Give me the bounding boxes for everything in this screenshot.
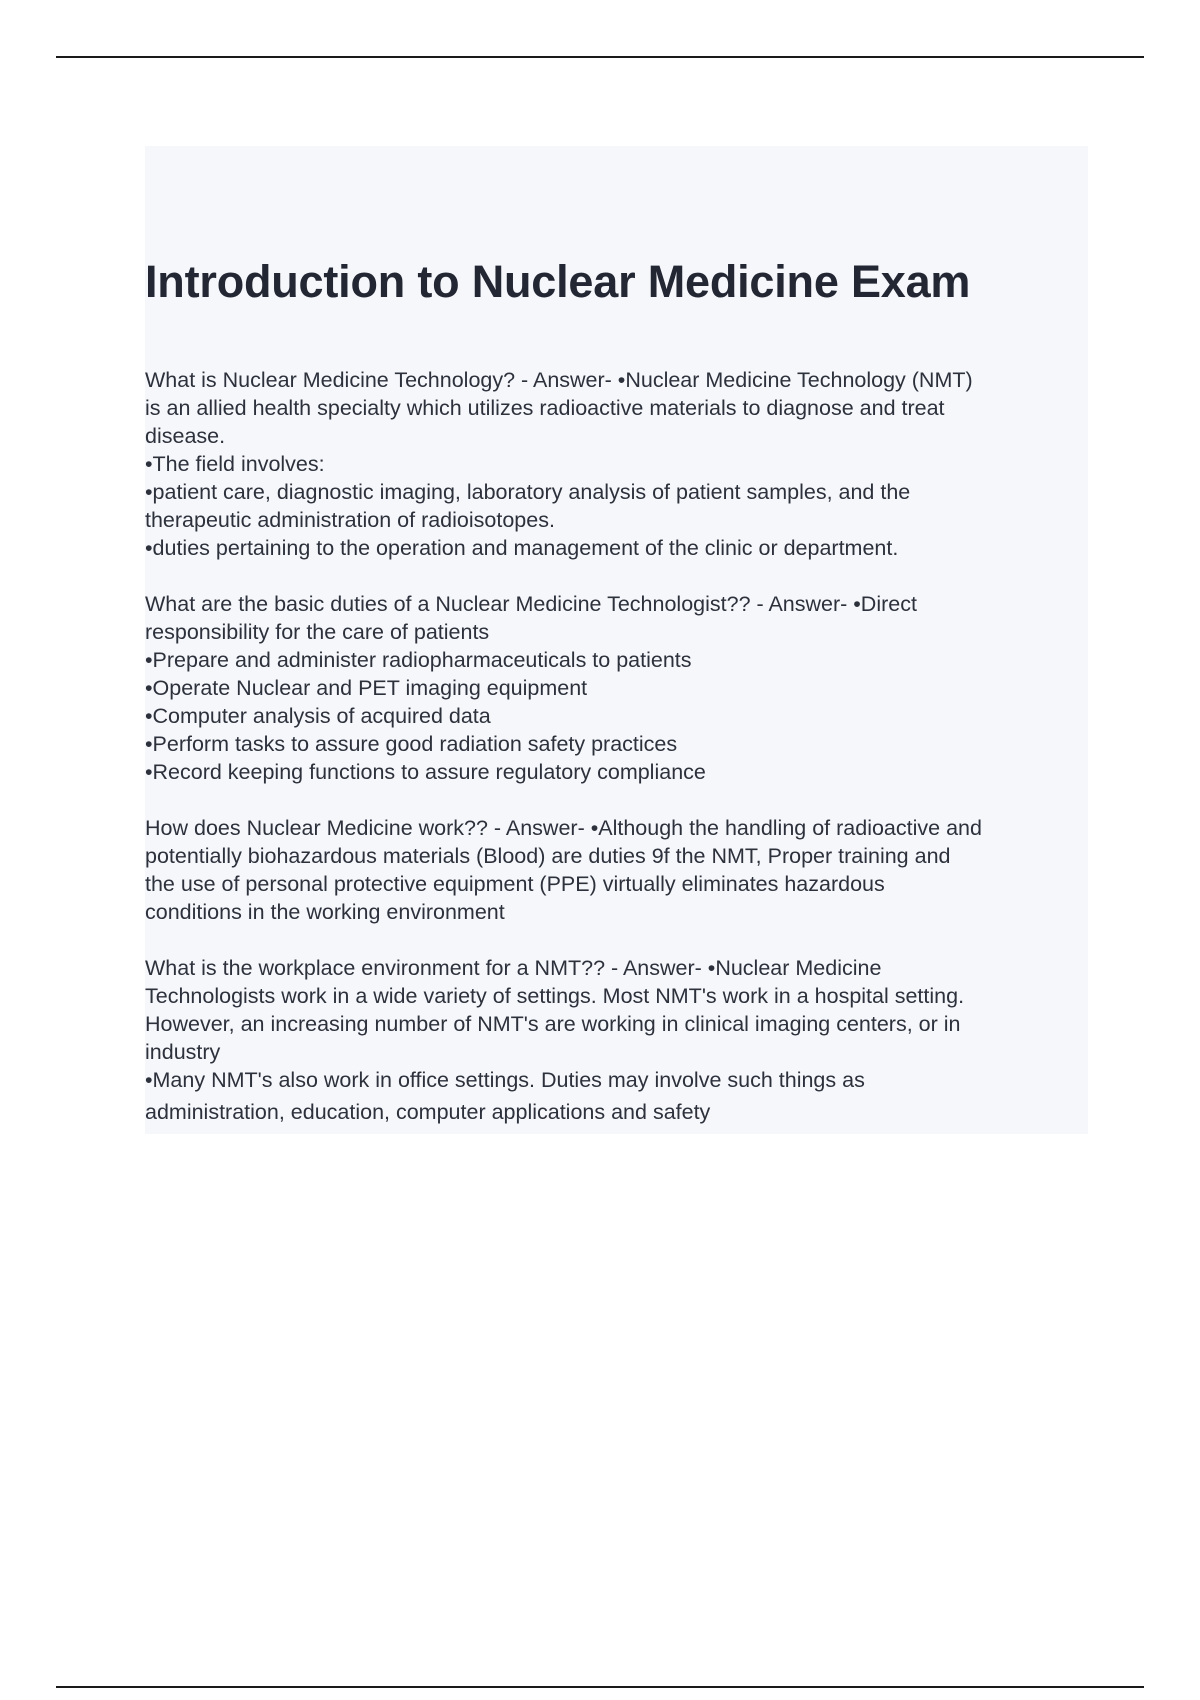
document-body bbox=[145, 366, 1095, 1154]
qa-block-how-it-works bbox=[145, 814, 1095, 926]
text-line: conditions in the working environment bbox=[145, 900, 505, 924]
text-line: •Operate Nuclear and PET imaging equipment bbox=[145, 676, 588, 700]
text-line: What is the workplace environment for a NMT?? - Answer- •Nuclear Medicine bbox=[145, 956, 882, 980]
text-line: What is Nuclear Medicine Technology? - Answer- •Nuclear Medicine Technology (NMT) bbox=[145, 368, 973, 392]
text-line: Technologists work in a wide variety of settings. Most NMT's work in a hospital setting. bbox=[145, 984, 965, 1008]
qa-block-basic-duties bbox=[145, 590, 1095, 786]
text-line: What are the basic duties of a Nuclear Medicine Technologist?? - Answer- •Direct bbox=[145, 592, 917, 616]
text-line: •Computer analysis of acquired data bbox=[145, 704, 491, 728]
text-line: •The field involves: bbox=[145, 452, 325, 476]
text-line: •duties pertaining to the operation and management of the clinic or department. bbox=[145, 536, 899, 560]
text-line: responsibility for the care of patients bbox=[145, 620, 490, 644]
text-line: disease. bbox=[145, 424, 226, 448]
top-rule bbox=[56, 56, 1144, 58]
bottom-rule bbox=[56, 1686, 1144, 1688]
text-line: the use of personal protective equipment (PPE) virtually eliminates hazardous bbox=[145, 872, 885, 896]
text-line: •Record keeping functions to assure regulatory compliance bbox=[145, 760, 706, 784]
text-line: potentially biohazardous materials (Blood) are duties 9f the NMT, Proper training and bbox=[145, 844, 951, 868]
text-line: administration, education, computer applications and safety bbox=[145, 1100, 711, 1124]
qa-block-workplace bbox=[145, 954, 1095, 1126]
text-line: However, an increasing number of NMT's are working in clinical imaging centers, or in bbox=[145, 1012, 961, 1036]
text-line: is an allied health specialty which utilizes radioactive materials to diagnose and treat bbox=[145, 396, 945, 420]
page-title: Introduction to Nuclear Medicine Exam bbox=[145, 256, 971, 307]
text-line: How does Nuclear Medicine work?? - Answer- •Although the handling of radioactive and bbox=[145, 816, 982, 840]
text-line: industry bbox=[145, 1040, 221, 1064]
text-line: therapeutic administration of radioisotopes. bbox=[145, 508, 555, 532]
qa-block-nmt-definition bbox=[145, 366, 1095, 562]
text-line: •Prepare and administer radiopharmaceuticals to patients bbox=[145, 648, 692, 672]
text-line: •patient care, diagnostic imaging, laboratory analysis of patient samples, and the bbox=[145, 480, 911, 504]
text-line: •Perform tasks to assure good radiation safety practices bbox=[145, 732, 678, 756]
text-line: •Many NMT's also work in office settings. Duties may involve such things as bbox=[145, 1068, 865, 1092]
